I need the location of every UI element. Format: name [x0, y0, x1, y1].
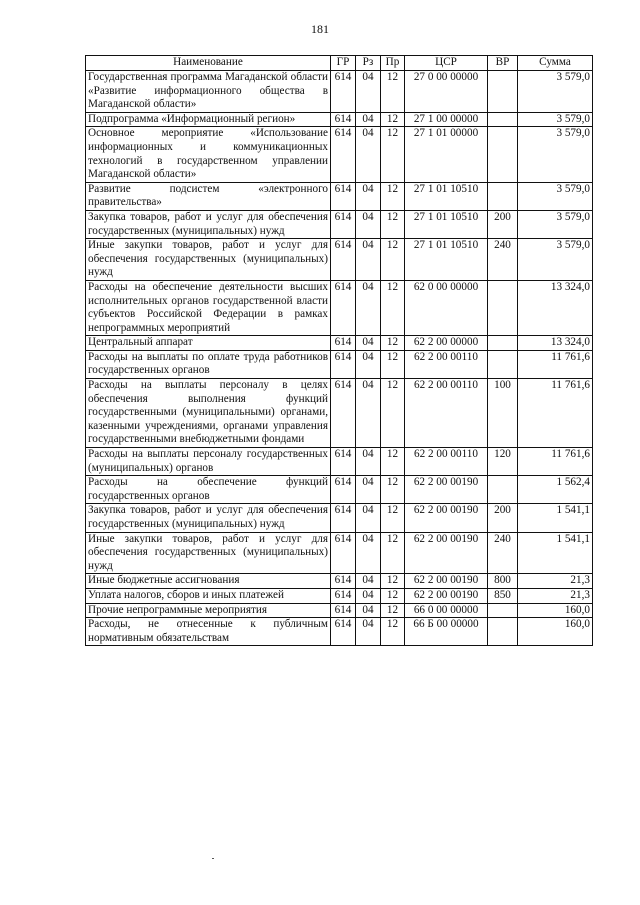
- cell-csr: 27 1 01 10510: [405, 239, 488, 281]
- cell-name: Развитие подсистем «электронного правительства»: [86, 182, 331, 210]
- cell-rz: 04: [356, 71, 381, 113]
- cell-rz: 04: [356, 182, 381, 210]
- cell-rz: 04: [356, 112, 381, 127]
- cell-pr: 12: [381, 588, 405, 603]
- table-row: [86, 504, 593, 532]
- cell-rz: 04: [356, 618, 381, 646]
- cell-pr: 12: [381, 280, 405, 335]
- cell-name: Государственная программа Магаданской области «Развитие информационного общества в Магаданской области»: [86, 71, 331, 113]
- cell-vr: [488, 127, 518, 182]
- cell-gr: 614: [331, 280, 356, 335]
- cell-gr: 614: [331, 112, 356, 127]
- cell-vr: [488, 112, 518, 127]
- cell-csr: 27 0 00 00000: [405, 71, 488, 113]
- table-row: [86, 280, 593, 335]
- cell-gr: 614: [331, 504, 356, 532]
- cell-rz: 04: [356, 350, 381, 378]
- cell-name: Расходы, не отнесенные к публичным нормативным обязательствам: [86, 618, 331, 646]
- cell-sum: 3 579,0: [518, 210, 593, 238]
- cell-sum: 13 324,0: [518, 336, 593, 351]
- cell-pr: 12: [381, 379, 405, 448]
- cell-csr: 62 2 00 00190: [405, 588, 488, 603]
- cell-vr: 240: [488, 532, 518, 574]
- table-row: [86, 379, 593, 448]
- cell-sum: 11 761,6: [518, 379, 593, 448]
- table-row: [86, 336, 593, 351]
- cell-name: Расходы на выплаты персоналу в целях обеспечения выполнения функций государственными (муниципальными) органами, казенными учреждениями, органами управления государственными внебюджетными фондами: [86, 379, 331, 448]
- table-row: [86, 588, 593, 603]
- cell-gr: 614: [331, 210, 356, 238]
- cell-name: Закупка товаров, работ и услуг для обеспечения государственных (муниципальных) нужд: [86, 504, 331, 532]
- cell-name: Расходы на обеспечение функций государственных органов: [86, 476, 331, 504]
- cell-sum: 1 562,4: [518, 476, 593, 504]
- cell-sum: 13 324,0: [518, 280, 593, 335]
- table-row: [86, 532, 593, 574]
- cell-gr: 614: [331, 574, 356, 589]
- header-name: Наименование: [86, 56, 331, 71]
- cell-pr: 12: [381, 504, 405, 532]
- cell-rz: 04: [356, 476, 381, 504]
- table-row: [86, 127, 593, 182]
- cell-name: Уплата налогов, сборов и иных платежей: [86, 588, 331, 603]
- cell-pr: 12: [381, 448, 405, 476]
- table-row: [86, 618, 593, 646]
- cell-gr: 614: [331, 476, 356, 504]
- cell-gr: 614: [331, 379, 356, 448]
- cell-rz: 04: [356, 532, 381, 574]
- table-row: [86, 112, 593, 127]
- cell-vr: 200: [488, 210, 518, 238]
- cell-csr: 62 2 00 00110: [405, 350, 488, 378]
- cell-gr: 614: [331, 127, 356, 182]
- cell-rz: 04: [356, 379, 381, 448]
- cell-sum: 1 541,1: [518, 532, 593, 574]
- cell-sum: 160,0: [518, 603, 593, 618]
- cell-vr: [488, 476, 518, 504]
- page-number: 181: [311, 22, 329, 36]
- cell-name: Иные закупки товаров, работ и услуг для обеспечения государственных (муниципальных) нужд: [86, 532, 331, 574]
- cell-sum: 3 579,0: [518, 239, 593, 281]
- cell-name: Подпрограмма «Информационный регион»: [86, 112, 331, 127]
- table-row: [86, 182, 593, 210]
- cell-pr: 12: [381, 182, 405, 210]
- cell-sum: 21,3: [518, 588, 593, 603]
- cell-name: Расходы на обеспечение деятельности высших исполнительных органов государственной власти субъектов Российской Федерации в рамках непрограммных мероприятий: [86, 280, 331, 335]
- cell-name: Иные закупки товаров, работ и услуг для обеспечения государственных (муниципальных) нужд: [86, 239, 331, 281]
- cell-pr: 12: [381, 336, 405, 351]
- cell-pr: 12: [381, 127, 405, 182]
- cell-rz: 04: [356, 574, 381, 589]
- cell-gr: 614: [331, 448, 356, 476]
- cell-csr: 62 2 00 00110: [405, 379, 488, 448]
- cell-rz: 04: [356, 588, 381, 603]
- table-row: [86, 239, 593, 281]
- cell-gr: 614: [331, 350, 356, 378]
- cell-csr: 62 2 00 00000: [405, 336, 488, 351]
- cell-csr: 27 1 01 00000: [405, 127, 488, 182]
- cell-pr: 12: [381, 532, 405, 574]
- cell-rz: 04: [356, 210, 381, 238]
- cell-csr: 62 2 00 00190: [405, 532, 488, 574]
- table-row: [86, 350, 593, 378]
- cell-pr: 12: [381, 71, 405, 113]
- cell-name: Расходы на выплаты персоналу государственных (муниципальных) органов: [86, 448, 331, 476]
- cell-sum: 3 579,0: [518, 112, 593, 127]
- cell-csr: 62 2 00 00110: [405, 448, 488, 476]
- cell-pr: 12: [381, 476, 405, 504]
- cell-rz: 04: [356, 504, 381, 532]
- header-vr: ВР: [488, 56, 518, 71]
- scan-mark: [212, 858, 214, 859]
- cell-csr: 66 Б 00 00000: [405, 618, 488, 646]
- cell-vr: 850: [488, 588, 518, 603]
- table-header-row: [86, 56, 593, 71]
- cell-csr: 27 1 01 10510: [405, 210, 488, 238]
- table-row: [86, 71, 593, 113]
- cell-vr: [488, 603, 518, 618]
- header-sum: Сумма: [518, 56, 593, 71]
- cell-rz: 04: [356, 603, 381, 618]
- cell-name: Иные бюджетные ассигнования: [86, 574, 331, 589]
- cell-rz: 04: [356, 448, 381, 476]
- cell-gr: 614: [331, 603, 356, 618]
- cell-gr: 614: [331, 71, 356, 113]
- cell-pr: 12: [381, 350, 405, 378]
- cell-gr: 614: [331, 336, 356, 351]
- cell-csr: 62 2 00 00190: [405, 504, 488, 532]
- cell-gr: 614: [331, 239, 356, 281]
- cell-csr: 62 0 00 00000: [405, 280, 488, 335]
- header-gr: ГР: [331, 56, 356, 71]
- cell-gr: 614: [331, 588, 356, 603]
- cell-vr: [488, 182, 518, 210]
- table-row: [86, 210, 593, 238]
- cell-gr: 614: [331, 182, 356, 210]
- cell-csr: 27 1 01 10510: [405, 182, 488, 210]
- cell-name: Закупка товаров, работ и услуг для обеспечения государственных (муниципальных) нужд: [86, 210, 331, 238]
- cell-vr: [488, 618, 518, 646]
- cell-rz: 04: [356, 336, 381, 351]
- cell-gr: 614: [331, 532, 356, 574]
- cell-vr: 240: [488, 239, 518, 281]
- cell-vr: 200: [488, 504, 518, 532]
- cell-sum: 1 541,1: [518, 504, 593, 532]
- cell-pr: 12: [381, 239, 405, 281]
- cell-vr: 800: [488, 574, 518, 589]
- cell-sum: 11 761,6: [518, 448, 593, 476]
- cell-vr: [488, 280, 518, 335]
- cell-pr: 12: [381, 210, 405, 238]
- cell-sum: 21,3: [518, 574, 593, 589]
- cell-pr: 12: [381, 618, 405, 646]
- header-csr: ЦСР: [405, 56, 488, 71]
- table-row: [86, 448, 593, 476]
- header-pr: Пр: [381, 56, 405, 71]
- cell-name: Центральный аппарат: [86, 336, 331, 351]
- budget-table: [85, 55, 593, 646]
- table-row: [86, 574, 593, 589]
- cell-vr: 100: [488, 379, 518, 448]
- cell-sum: 3 579,0: [518, 71, 593, 113]
- cell-sum: 3 579,0: [518, 182, 593, 210]
- cell-rz: 04: [356, 127, 381, 182]
- cell-csr: 62 2 00 00190: [405, 476, 488, 504]
- header-rz: Рз: [356, 56, 381, 71]
- cell-vr: 120: [488, 448, 518, 476]
- cell-pr: 12: [381, 603, 405, 618]
- cell-csr: 62 2 00 00190: [405, 574, 488, 589]
- cell-rz: 04: [356, 280, 381, 335]
- cell-csr: 66 0 00 00000: [405, 603, 488, 618]
- cell-gr: 614: [331, 618, 356, 646]
- cell-name: Основное мероприятие «Использование информационных и коммуникационных технологий в государственном управлении Магаданской области»: [86, 127, 331, 182]
- cell-sum: 11 761,6: [518, 350, 593, 378]
- cell-sum: 3 579,0: [518, 127, 593, 182]
- cell-name: Прочие непрограммные мероприятия: [86, 603, 331, 618]
- cell-pr: 12: [381, 112, 405, 127]
- cell-csr: 27 1 00 00000: [405, 112, 488, 127]
- cell-sum: 160,0: [518, 618, 593, 646]
- table-row: [86, 603, 593, 618]
- cell-pr: 12: [381, 574, 405, 589]
- cell-rz: 04: [356, 239, 381, 281]
- table-row: [86, 476, 593, 504]
- cell-vr: [488, 350, 518, 378]
- cell-name: Расходы на выплаты по оплате труда работников государственных органов: [86, 350, 331, 378]
- cell-vr: [488, 336, 518, 351]
- cell-vr: [488, 71, 518, 113]
